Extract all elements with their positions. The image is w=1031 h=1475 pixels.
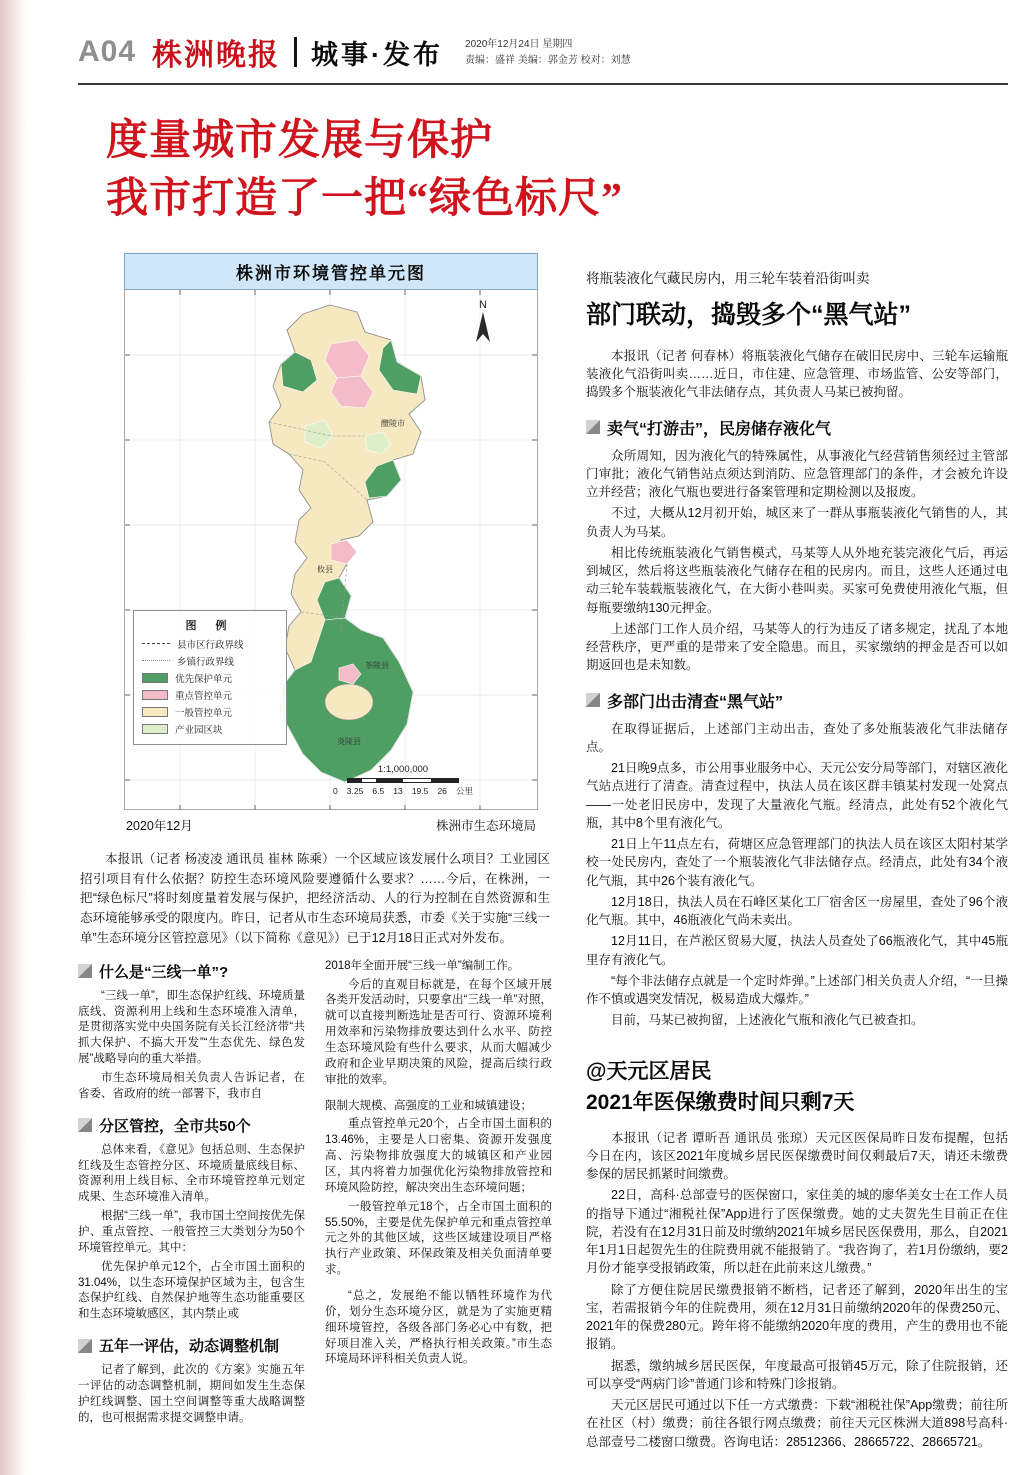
header-rule [78,83,1008,85]
legend-title: 图 例 [185,619,235,632]
section-header [78,1115,305,1136]
left-column [78,253,552,1454]
paragraph: 在取得证据后，上述部门主动出击，查处了多处瓶装液化气非法储存点。 [586,721,1008,754]
paragraph: 优先保护单元12个，占全市国土面积的31.04%，以生态环境保护区域为主，包含生态保护红线、自然保护地等生态功能重要区和生态环境敏感区，其内禁止或 [78,1260,305,1321]
paragraph: 上述部门工作人员介绍，马某等人的行为违反了诸多规定，扰乱了本地经营秩序，更严重的是带来了安全隐患。而且，买家缴纳的押金是否可以如期返回也是未知数。 [586,621,1008,673]
section-title-text: 什么是“三线一单”? [99,963,229,981]
map-captions [124,816,538,834]
paragraph: 根据“三线一单”，我市国土空间按优先保护、重点管控、一般管控三大类划分为50个环境管控单元。其中： [78,1210,305,1254]
map-area [124,290,538,810]
paragraph: 记者了解到，此次的《方案》实施五年一评估的动态调整机制，期间如发生生态保护红线调整、国土空间调整等重大战略调整的，也可根据需求提交调整申请。 [78,1364,305,1424]
scale-bar [347,778,459,783]
text-column-1 [78,959,305,1430]
legend-item [142,688,278,702]
map-region-yanling-town [325,684,373,720]
page-header [78,0,1008,74]
medical-article [586,1056,1008,1451]
section-marker-icon [586,420,600,434]
scale-tick: 26 [437,785,447,796]
page-number: A04 [78,35,137,68]
dotted-line-icon [142,660,170,661]
paragraph: 众所周知，因为液化气的特殊属性，从事液化气经营销售须经过主管部门审批；液化气销售站点须达到消防、应急管理部门的条件，才会被允许设立并经营；液化气瓶也要进行备案管理和定期检测以及报废。 [586,448,1008,500]
text-column-2 [325,959,552,1430]
legend-label: 重点管控单元 [175,690,233,702]
paragraph: 12月11日，在芦淞区贸易大厦，执法人员查处了66瓶液化气，其中45瓶里存有液化气。 [586,934,1008,967]
section-marker-icon [78,964,92,978]
section-title: 城事·发布 [311,39,444,70]
legend-item [142,637,278,651]
svg-text:N: N [479,298,487,311]
scale-unit: 公里 [455,785,473,796]
legend-label: 优先保护单元 [175,673,233,685]
scale-tick: 3.25 [346,785,364,796]
content-columns [78,253,1008,1454]
legend-item [142,722,278,736]
gas-article-lead: 将瓶装液化气藏民房内，用三轮车装着沿街叫卖 [586,270,870,286]
scale-tick: 19.5 [411,785,429,796]
map-place-label: 攸县 [317,564,333,574]
page-edge-strip [0,0,26,1475]
editors-credits: 责编：盛祥 美编：郭金芳 校对：刘慧 [465,55,631,66]
paragraph: 重点管控单元20个，占全市国土面积的13.46%，主要是人口密集、资源开发强度高、污染物排放强度大的城镇区和产业园区，其内将着力加强优化污染物排放管控和环境风险防控，解决突出生态环境问题； [325,1118,552,1194]
map-figure [124,253,538,834]
paragraph: 本报讯（记者 何春林）将瓶装液化气储存在破旧民房中、三轮车运输瓶装液化气沿街叫卖……近日，市住建、应急管理、市场监管、公安等部门，捣毁多个瓶装液化气非法储存点，其负责人马某已被拘留。 [586,348,1008,400]
section-header [586,416,1008,439]
map-scale [293,764,513,797]
scale-tick: 0 [333,785,338,796]
medical-title-line-1: @天元区居民 [586,1059,712,1083]
section-marker-icon [78,1118,92,1132]
gas-article-headline: 部门联动，捣毁多个“黑气站” [586,300,912,329]
legend-item [142,705,278,719]
legend-swatch-industrial-park [142,724,168,734]
paragraph: 不过，大概从12月初开始，城区来了一群从事瓶装液化气销售的人，其负责人为马某。 [586,506,1008,539]
section-title-text: 卖气“打游击”，民房储存液化气 [607,420,832,438]
section-header [586,689,1008,712]
paragraph: 一般管控单元18个，占全市国土面积的55.50%，主要是优先保护单元和重点管控单元之外的其他区域，这些区域建设项目严格执行产业政策、环保政策及相关负面清单要求。 [325,1200,552,1277]
paragraph: 2018年全面开展“三线一单”编制工作。 [325,959,520,972]
legend-label: 一般管控单元 [175,707,233,719]
paragraph: 限制大规模、高强度的工业和城镇建设； [325,1099,532,1112]
masthead-divider [294,37,297,67]
paragraph: 天元区居民可通过以下任一方式缴费：下载“湘税社保”App缴费；前往所在社区（村）缴费；前往各银行网点缴费；前往天元区株洲大道898号高科·总部壹号二楼窗口缴费。咨询电话：28512366、28665722、28665721。 [586,1398,1008,1449]
paragraph: “总之，发展绝不能以牺牲环境作为代价，划分生态环境分区，就是为了实施更精细环境管控，各级各部门务必心中有数，把好项目准入关，严格执行相关政策。”市生态环境局环评科相关负责人说。 [325,1289,552,1366]
legend-item [142,654,278,668]
date-block [465,35,631,69]
two-column-text [78,959,552,1430]
paragraph: 12月18日，执法人员在石峰区某化工厂宿舍区一房屋里，查处了96个液化气瓶。其中，46瓶液化气尚未卖出。 [586,894,1008,928]
map-place-label: 炎陵县 [337,736,361,746]
green-article-intro: 本报讯（记者 杨凌凌 通讯员 崔林 陈乘）一个区域应该发展什么项目？工业园区招引项目有什么依据？防控生态环境风险要遵循什么要求？……今后，在株洲，一把“绿色标尺”将时刻度量着发展与保护，把经济活动、人的行为控制在自然资源和生态环境能够承受的限度内。昨日，记者从市生态环境局获悉，市委《关于实施“三线一单”生态环境分区管控意见》（以下简称《意见》）已于12月18日正式对外发布。 [80,851,550,945]
map-title: 株洲市环境管控单元图 [124,253,538,290]
paragraph: “三线一单”，即生态保护红线、环境质量底线、资源利用上线和生态环境准入清单，是贯彻落实党中央国务院有关长江经济带“共抓大保护、不搞大开发”“生态优先、绿色发展”战略导向的重大举措。 [78,989,305,1066]
paragraph: 总体来看，《意见》包括总则、生态保护红线及生态管控分区、环境质量底线目标、资源利用上线目标、全市环境管控单元划定成果、生态环境准入清单。 [78,1143,305,1204]
section-marker-icon [78,1339,92,1353]
masthead: 株洲晚报 [152,39,281,72]
legend-label: 县市区行政界线 [177,639,244,651]
north-arrow-icon [476,299,490,342]
section-marker-icon [586,693,600,707]
legend-item [142,671,278,685]
paragraph: 22日，高科·总部壹号的医保窗口，家住美的城的廖华美女士在工作人员的指导下通过“湘税社保”App进行了医保缴费。她的丈夫贺先生目前正在住院，若没有在12月31日前及时缴纳2021年城乡居民医保费用，那么，自2021年1月1日起贺先生的住院费用就不能报销了。“我咨询了，若1月份缴纳，要2月份才能享受报销政策，所以赶在此前来这儿缴费。” [586,1188,1008,1276]
map-caption-date: 2020年12月 [126,818,193,833]
section-header [78,961,305,982]
paragraph: 据悉，缴纳城乡居民医保，年度最高可报销45万元，除了住院报销，还可以享受“两病门诊”普通门诊和特殊门诊报销。 [586,1358,1008,1391]
legend-swatch-key-control [142,690,168,700]
section-title-text: 分区管控，全市共50个 [99,1117,251,1135]
paragraph: “每个非法储存点就是一个定时炸弹。”上述部门相关负责人介绍，“一旦操作不慎或遇突发情况，极易造成大爆炸。” [586,973,1008,1007]
paragraph: 市生态环境局相关负责人告诉记者，在省委、省政府的统一部署下，我市自 [78,1071,305,1100]
section-header [78,1335,305,1356]
scale-ratio: 1:1,000,000 [377,763,429,775]
dashed-line-icon [142,643,170,644]
section-title-text: 多部门出击清查“黑气站” [607,693,784,711]
paragraph: 本报讯（记者 谭昕吾 通讯员 张琼）天元区医保局昨日发布提醒，包括今日在内，该区2021年度城乡居民医保缴费时间仅剩最后7天，请还未缴费参保的居民抓紧时间缴费。 [586,1130,1008,1182]
map-caption-source: 株洲市生态环境局 [435,818,536,833]
legend-swatch-priority [142,673,168,683]
medical-title-line-2: 2021年医保缴费时间只剩7天 [586,1091,855,1115]
paragraph: 21日上午11点左右，荷塘区应急管理部门的执法人员在该区太阳村某学校一处民房内，查处了一个瓶装液化气非法储存点。经清点，此处有34个液化气瓶，其中26个装有液化气。 [586,837,1008,888]
main-headline [106,113,1008,229]
headline-line-2: 我市打造了一把“绿色标尺” [106,175,624,222]
legend-label: 产业园区块 [175,724,223,736]
paragraph: 21日晚9点多，市公用事业服务中心、天元公安分局等部门，对辖区液化气站点进行了清查。清查过程中，执法人员在该区群丰镇某村发现一处窝点——一处老旧民房中，发现了大量液化气瓶。经清点，此处有52个液化气瓶，其中8个里有液化气。 [586,761,1008,830]
section-title-text: 五年一评估，动态调整机制 [99,1338,280,1356]
newspaper-page [26,0,1031,1475]
scale-tick: 13 [393,785,403,796]
map-place-label: 醴陵市 [381,418,405,428]
scale-tick: 6.5 [372,785,385,796]
paragraph: 相比传统瓶装液化气销售模式，马某等人从外地充装完液化气后，再运到城区，然后将这些瓶装液化气储存在租的民房内。而且，这些人还通过电动三轮车装载瓶装液化气，在大街小巷叫卖。买家可免费使用液化气瓶，但每瓶要缴纳130元押金。 [586,545,1008,615]
headline-line-1: 度量城市发展与保护 [106,118,494,164]
scale-tick-labels [333,785,473,797]
paragraph: 目前，马某已被拘留，上述液化气瓶和液化气已被查扣。 [611,1013,924,1028]
map-place-label: 茶陵县 [365,660,389,670]
publication-date: 2020年12月24日 星期四 [465,39,573,50]
paragraph: 除了方便住院居民缴费报销不断档，记者还了解到，2020年出生的宝宝，若需报销今年的住院费用，须在12月31日前缴纳2020年的保费250元、2021年的保费280元。跨年将不能缴纳2020年度的费用，产生的费用也不能报销。 [586,1282,1008,1352]
paragraph: 今后的直观目标就是，在每个区域开展各类开发活动时，只要拿出“三线一单”对照，就可以直接判断选址是否可行、资源环境利用效率和污染物排放要达到什么水平、防控生态环境风险有些什么要求，从而大幅减少政府和企业早期决策的风险，提高后续行政审批的效率。 [325,978,552,1086]
map-legend [133,610,287,745]
legend-label: 乡镇行政界线 [177,656,235,668]
legend-swatch-general-control [142,707,168,717]
right-column [586,253,1008,1454]
medical-paragraphs [586,1129,1008,1451]
